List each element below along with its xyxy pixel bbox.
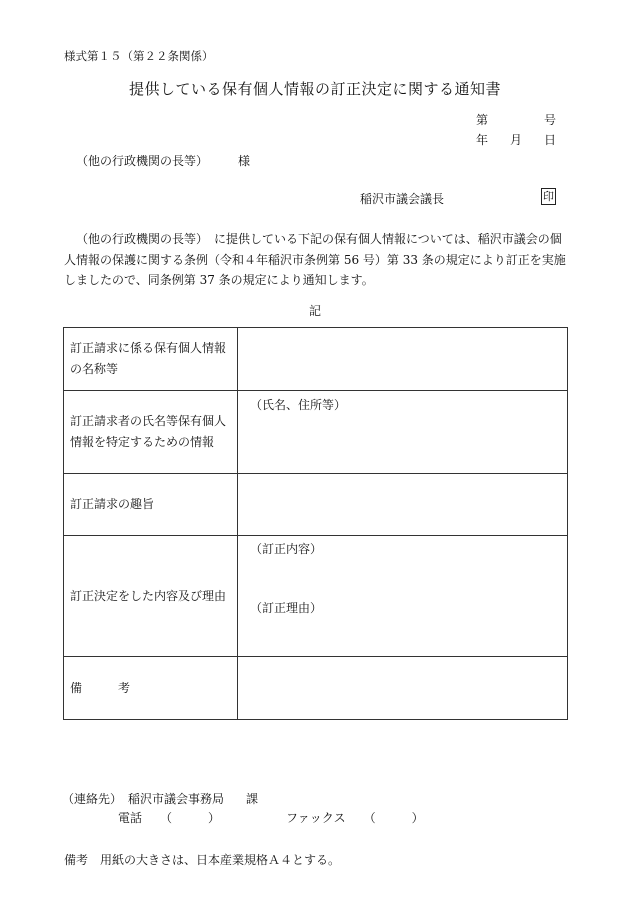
row-value-requester xyxy=(238,391,568,474)
fax-label: ファックス xyxy=(286,811,346,825)
number-prefix: 第 xyxy=(476,113,489,127)
contact-label: （連絡先） xyxy=(62,792,123,806)
contact-section: 課 xyxy=(246,792,259,806)
number-suffix: 号 xyxy=(544,113,557,127)
row-value-remarks xyxy=(238,657,568,720)
addressee xyxy=(76,152,250,169)
details-table xyxy=(63,327,568,720)
sender-name: 稲沢市議会議長 xyxy=(360,192,445,206)
footnote: 備考 用紙の大きさは、日本産業規格Ａ４とする。 xyxy=(64,853,341,867)
date-month: 月 xyxy=(510,133,523,147)
phone-value: （ ） xyxy=(160,811,221,825)
contact-office: 稲沢市議会事務局 xyxy=(128,792,225,806)
phone-label: 電話 xyxy=(118,811,143,825)
row-label-purpose: 訂正請求の趣旨 xyxy=(64,474,238,536)
row-value-info-name xyxy=(238,328,568,391)
addressee-name: （他の行政機関の長等） xyxy=(76,154,209,168)
requester-note: （氏名、住所等） xyxy=(250,398,347,412)
fax-value: （ ） xyxy=(363,811,424,825)
row-label-decision: 訂正決定をした内容及び理由 xyxy=(64,536,238,657)
contact-line xyxy=(62,790,258,807)
table-row xyxy=(64,657,568,720)
form-number: 様式第１５（第２２条関係） xyxy=(64,49,214,63)
ki-heading: 記 xyxy=(308,304,321,318)
date-day: 日 xyxy=(544,133,557,147)
table-row xyxy=(64,328,568,391)
row-value-purpose xyxy=(238,474,568,536)
document-title: 提供している保有個人情報の訂正決定に関する通知書 xyxy=(128,80,501,98)
row-label-info-name: 訂正請求に係る保有個人情報の名称等 xyxy=(64,328,238,391)
decision-reason-note: （訂正理由） xyxy=(250,601,323,615)
date-year: 年 xyxy=(476,133,489,147)
row-label-remarks: 備 考 xyxy=(64,657,238,720)
notice-body: （他の行政機関の長等） に提供している下記の保有個人情報については、稲沢市議会の個人情報の保護に関する条例（令和４年稲沢市条例第 56 号）第 33 条の規定により訂正を実施しましたので、同条例第 37 条の規定により通知します。 xyxy=(64,232,566,287)
contact-phone-fax xyxy=(118,809,424,826)
decision-content-note: （訂正内容） xyxy=(250,542,323,556)
table-row xyxy=(64,474,568,536)
table-row xyxy=(64,391,568,474)
table-row xyxy=(64,536,568,657)
row-value-decision xyxy=(238,536,568,657)
addressee-honorific: 様 xyxy=(238,154,251,168)
row-label-requester: 訂正請求者の氏名等保有個人情報を特定するための情報 xyxy=(64,391,238,474)
seal-mark: 印 xyxy=(543,190,554,203)
